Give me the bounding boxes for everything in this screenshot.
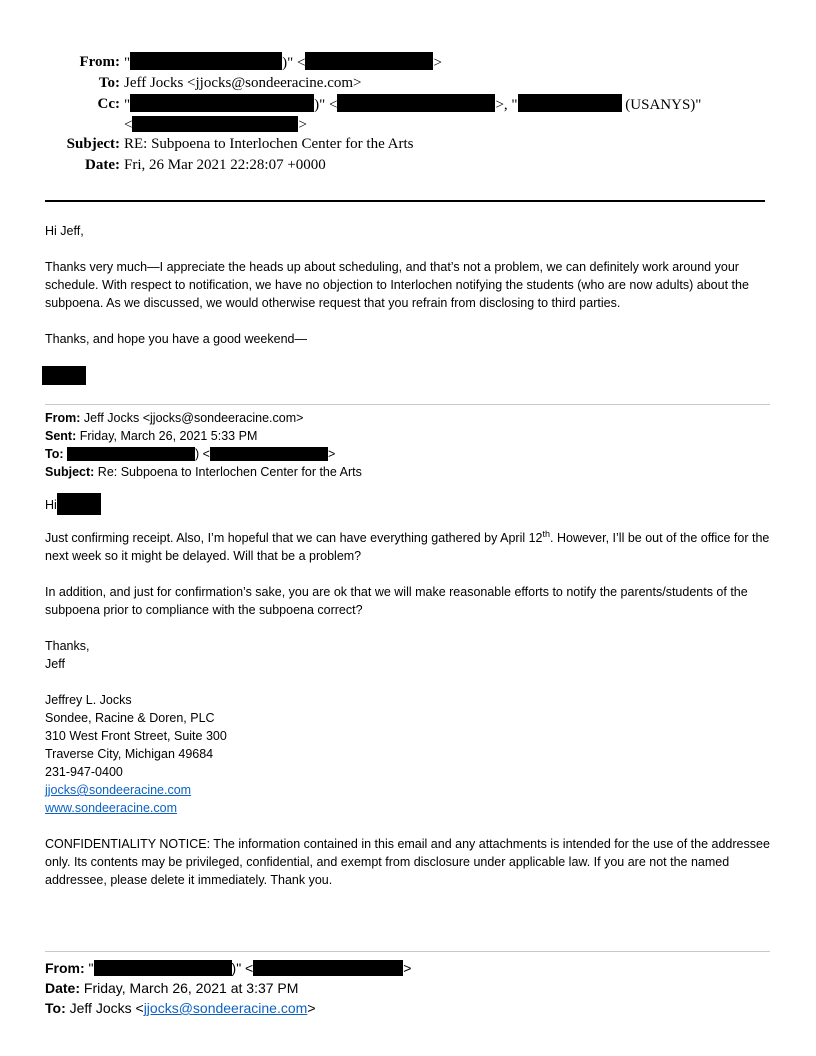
- confidentiality-notice: CONFIDENTIALITY NOTICE: The information contained in this email and any attachments is intended for the use of the addressee only. Its contents may be privileged, confidential, and exempt from disclosure under applicable law. If you are not the named addressee, please delete it immediately. Thank you.: [45, 837, 770, 887]
- redaction-box: [130, 94, 314, 112]
- header-from-sep: )" <: [282, 55, 306, 71]
- quoted1-to-end: >: [327, 447, 336, 461]
- quoted1-to-sep: ) <: [195, 447, 210, 461]
- reply-greeting: Hi Jeff,: [45, 224, 84, 238]
- header-subject-value: RE: Subpoena to Interlochen Center for the Arts: [124, 136, 414, 152]
- header-date-value: Fri, 26 Mar 2021 22:28:07 +0000: [124, 157, 326, 173]
- quoted2-to-label: To:: [45, 1000, 66, 1016]
- signature-address-2: Traverse City, Michigan 49684: [45, 747, 214, 761]
- quoted1-sent-label: Sent:: [45, 429, 77, 443]
- header-cc-row: [0, 94, 816, 115]
- header-cc-close: >: [298, 117, 307, 133]
- header-cc-sep: )" <: [314, 97, 338, 113]
- signature-website-link[interactable]: www.sondeeracine.com: [45, 801, 178, 815]
- redaction-box: [337, 94, 495, 112]
- quoted1-from-value: Jeff Jocks <jjocks@sondeeracine.com>: [80, 411, 304, 425]
- header-from-label: From:: [79, 54, 120, 70]
- quoted1-sent-value: Friday, March 26, 2021 5:33 PM: [76, 429, 258, 443]
- signature-phone: 231-947-0400: [45, 765, 123, 779]
- header-date-row: [0, 155, 816, 176]
- redaction-box: [94, 960, 232, 976]
- quoted2-to-email-link[interactable]: jjocks@sondeeracine.com: [143, 1000, 308, 1016]
- header-cc-org: (USANYS)": [621, 97, 702, 113]
- header-cc-sep2: >, ": [495, 97, 518, 113]
- signature-block: [45, 691, 770, 817]
- quoted-header-1: [45, 409, 770, 481]
- quoted2-from-label: From:: [45, 960, 85, 976]
- signature-address-1: 310 West Front Street, Suite 300: [45, 729, 227, 743]
- header-divider: [45, 200, 765, 202]
- redaction-box: [518, 94, 622, 112]
- quoted2-to-value: Jeff Jocks <: [65, 1000, 144, 1016]
- signature-firm: Sondee, Racine & Doren, PLC: [45, 711, 215, 725]
- quoted2-date-value: Friday, March 26, 2021 at 3:37 PM: [80, 980, 299, 996]
- quoted-divider: [45, 951, 770, 952]
- header-to-label: To:: [98, 75, 120, 91]
- header-subject-row: [0, 134, 816, 155]
- signature-email-link[interactable]: jjocks@sondeeracine.com: [45, 783, 192, 797]
- quoted1-to-label: To:: [45, 447, 64, 461]
- header-cc-row-continued: [0, 115, 816, 134]
- redaction-box: [67, 447, 195, 461]
- redaction-box: [130, 52, 282, 70]
- quoted1-signoff: Thanks,: [45, 639, 90, 653]
- quoted1-signoff-name: Jeff: [45, 657, 65, 671]
- quoted1-subject-label: Subject:: [45, 465, 95, 479]
- quoted1-greeting: Hi: [45, 493, 770, 515]
- email-body: [45, 222, 770, 889]
- quoted2-date-label: Date:: [45, 980, 81, 996]
- header-date-label: Date:: [85, 157, 120, 173]
- redaction-box: [210, 447, 328, 461]
- reply-closing: Thanks, and hope you have a good weekend—: [45, 332, 307, 346]
- redaction-box: [57, 493, 101, 515]
- header-from-row: [0, 52, 816, 73]
- signature-redaction: [42, 366, 86, 385]
- email-header: [0, 52, 816, 176]
- header-cc-quote: ": [124, 97, 131, 113]
- signature-name: Jeffrey L. Jocks: [45, 693, 132, 707]
- quoted-header-2: From: " )" < > Date: Friday, March 26, 2021 at 3:37 PM To: Jeff Jocks <jjocks@sondeeracine.com>: [45, 951, 770, 1018]
- redaction-box: [305, 52, 433, 70]
- redaction-box: [253, 960, 403, 976]
- quoted1-from-label: From:: [45, 411, 81, 425]
- header-to-value: Jeff Jocks <jjocks@sondeeracine.com>: [124, 75, 362, 91]
- quoted1-paragraph-2: In addition, and just for confirmation’s sake, you are ok that we will make reasonable efforts to notify the parents/students of the subpoena prior to compliance with the subpoena correct?: [45, 585, 748, 617]
- header-from-end: >: [433, 55, 442, 71]
- redaction-box: [132, 116, 298, 132]
- quoted1-subject-value: Re: Subpoena to Interlochen Center for the Arts: [94, 465, 362, 479]
- header-from-quote: ": [124, 55, 131, 71]
- header-subject-label: Subject:: [66, 136, 120, 152]
- quoted1-paragraph-1: Just confirming receipt. Also, I’m hopeful that we can have everything gathered by April 12th. However, I’ll be out of the office for the next week so it might be delayed. Will that be a problem?: [45, 528, 770, 563]
- header-cc-open: <: [124, 117, 133, 133]
- reply-paragraph: Thanks very much—I appreciate the heads up about scheduling, and that’s not a problem, we can definitely work around your schedule. With respect to notification, we have no objection to Interlochen notifying the students (who are now adults) about the subpoena. As we discussed, we would otherwise request that you refrain from disclosing to third parties.: [45, 260, 749, 310]
- header-to-row: [0, 73, 816, 94]
- header-cc-label: Cc:: [97, 96, 120, 112]
